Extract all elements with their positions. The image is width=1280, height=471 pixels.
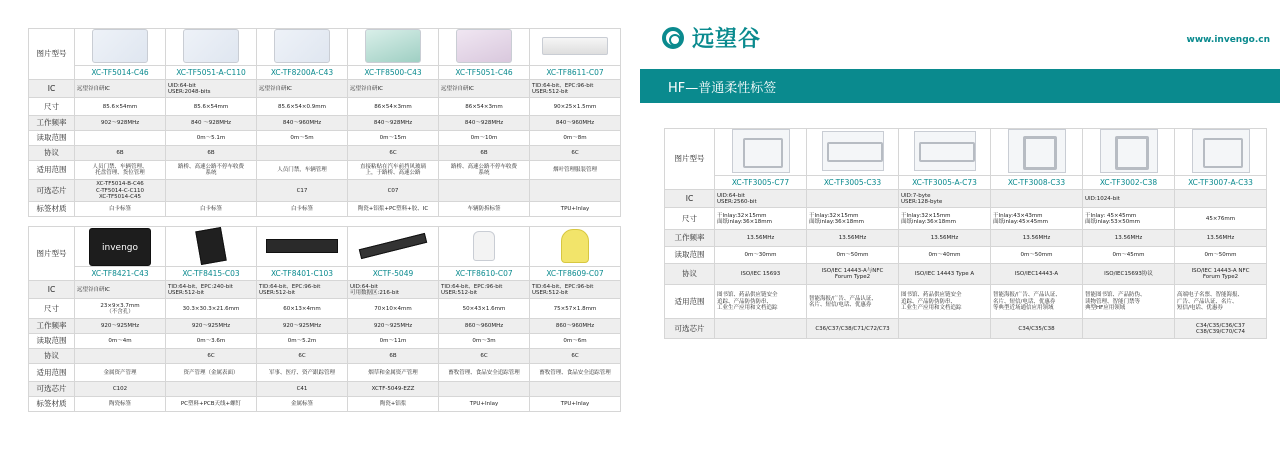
cell: UID:64-bit 可用数据区:216-bit — [348, 281, 439, 299]
cell: 畜牧管理、食品安全追踪管理 — [530, 364, 621, 382]
cell: UID:7-byte USER:128-byte — [899, 190, 991, 208]
cell: 0m～50mm — [1175, 247, 1267, 264]
cell: 干Inlay:32×15mm 面纸inlay:36×18mm — [715, 208, 807, 230]
cell: 0m～8m — [530, 131, 621, 146]
image-row — [665, 129, 1267, 176]
row-label: 尺寸 — [29, 98, 75, 116]
model-name: XC-TF3005-C33 — [807, 176, 899, 190]
cell: 85.6×54mm — [75, 98, 166, 116]
cell: 6C — [530, 146, 621, 161]
cell: 6B — [439, 146, 530, 161]
row-label: 适用范围 — [29, 161, 75, 180]
left-table-body — [29, 29, 621, 412]
range-row — [29, 334, 621, 349]
cell: 75×57×1.8mm — [530, 299, 621, 319]
product-image — [715, 129, 807, 176]
cell: TID:64-bit、EPC:96-bit USER:512-bit — [257, 281, 348, 299]
cell: 6B — [166, 146, 257, 161]
row-label: 协议 — [665, 264, 715, 285]
cell: 0m～40mm — [899, 247, 991, 264]
cell: 0m～5.2m — [257, 334, 348, 349]
cell: 0m～3m — [439, 334, 530, 349]
cell — [75, 349, 166, 364]
cell: 0m～5.1m — [166, 131, 257, 146]
cell: 畜牧管理、食品安全追踪管理 — [439, 364, 530, 382]
cell: 840～960MHz — [257, 116, 348, 131]
app-row — [665, 285, 1267, 319]
cell: 920～925MHz — [75, 319, 166, 334]
row-label: 可选芯片 — [29, 382, 75, 397]
protocol-row — [665, 264, 1267, 285]
model-name: XC-TF8609-C07 — [530, 267, 621, 281]
cell: 86×54×3mm — [348, 98, 439, 116]
inlay-image — [914, 131, 976, 171]
cell: 13.56MHz — [1083, 230, 1175, 247]
model-name: XC-TF3008-C33 — [991, 176, 1083, 190]
cell: 920～925MHz — [166, 319, 257, 334]
row-label: IC — [665, 190, 715, 208]
cell: C34/C35/C38 — [991, 319, 1083, 339]
cell: TPU+Inlay — [439, 397, 530, 412]
cell: 白卡标签 — [166, 202, 257, 217]
cell — [1083, 319, 1175, 339]
model-name: XC-TF3005-C77 — [715, 176, 807, 190]
model-name: XC-TF3002-C38 — [1083, 176, 1175, 190]
row-label: IC — [29, 80, 75, 98]
cell: 烟叶管理服装管理 — [530, 161, 621, 180]
cell: C34/C35/C36/C37 C38/C39/C70/C74 — [1175, 319, 1267, 339]
cell: 路桥、高速公路不停车收费 系统 — [439, 161, 530, 180]
cell: 智能图书馆、产品防伪、 读物管理、智能门禁等 典型HF应用领域 — [1083, 285, 1175, 319]
size-row — [665, 208, 1267, 230]
spacer — [29, 217, 621, 227]
row-label: 可选芯片 — [29, 180, 75, 202]
product-image — [166, 29, 257, 66]
cell: C17 — [257, 180, 348, 202]
cell: 陶瓷+铝浆+PC塑料+胶、IC — [348, 202, 439, 217]
cell: 6B — [348, 349, 439, 364]
ic-row — [665, 190, 1267, 208]
cell: PC塑料+PCB天线+螺钉 — [166, 397, 257, 412]
cell: UID:64-bit USER:2560-bit — [715, 190, 807, 208]
model-row — [29, 267, 621, 281]
cell: 920～925MHz — [348, 319, 439, 334]
cell: 金属标签 — [257, 397, 348, 412]
cell: 远望谷自研IC — [348, 80, 439, 98]
row-label: 协议 — [29, 349, 75, 364]
product-image — [166, 227, 257, 267]
cell: 13.56MHz — [899, 230, 991, 247]
cell: 金属资产管理 — [75, 364, 166, 382]
inlay-image — [1008, 129, 1066, 173]
cell: 6C — [530, 349, 621, 364]
cell: 902～928MHz — [75, 116, 166, 131]
protocol-row — [29, 146, 621, 161]
right-page — [640, 0, 1280, 471]
hf-table-body — [665, 129, 1267, 339]
cell: 13.56MHz — [807, 230, 899, 247]
cell: TID:64-bit、EPC:96-bit USER:512-bit — [439, 281, 530, 299]
tag-image — [542, 37, 608, 55]
cell: XCTF-5049-EZZ — [348, 382, 439, 397]
image-row — [29, 227, 621, 267]
cell: 0m～50mm — [991, 247, 1083, 264]
row-label: 标签材质 — [29, 202, 75, 217]
tag-image — [359, 233, 427, 259]
cell: 70×10×4mm — [348, 299, 439, 319]
product-image — [348, 29, 439, 66]
material-row — [29, 397, 621, 412]
product-image — [530, 29, 621, 66]
cell: 6B — [75, 146, 166, 161]
chip-row — [29, 180, 621, 202]
cell: ISO/IEC 14443-A NFC Forum Type2 — [1175, 264, 1267, 285]
model-name: XC-TF8421-C43 — [75, 267, 166, 281]
size-row — [29, 98, 621, 116]
cell: 车辆防拆标签 — [439, 202, 530, 217]
row-label: 图片型号 — [29, 227, 75, 281]
cell: C102 — [75, 382, 166, 397]
cell: 烟草和金属资产管理 — [348, 364, 439, 382]
cell: 资产管理（金属表面） — [166, 364, 257, 382]
row-label: 读取范围 — [29, 334, 75, 349]
spacer-row — [29, 217, 621, 227]
cell: UID:1024-bit — [1083, 190, 1175, 208]
row-label: 图片型号 — [29, 29, 75, 80]
cell — [257, 146, 348, 161]
cell: 陶瓷标签 — [75, 397, 166, 412]
tag-image — [473, 231, 495, 261]
cell: 6C — [348, 146, 439, 161]
cell: 85.6×54mm — [166, 98, 257, 116]
row-label: 适用范围 — [29, 364, 75, 382]
invengo-logo-icon — [662, 27, 684, 49]
cell: 干Inlay:43×43mm 面纸inlay:45×45mm — [991, 208, 1083, 230]
cell: 人员门禁，车辆管理 — [257, 161, 348, 180]
cell — [530, 180, 621, 202]
cell: 60×13×4mm — [257, 299, 348, 319]
cell — [1175, 190, 1267, 208]
model-name: XC-TF3007-A-C33 — [1175, 176, 1267, 190]
product-image — [75, 227, 166, 267]
size-row — [29, 299, 621, 319]
cell: TPU+Inlay — [530, 202, 621, 217]
cell: 23×9×3.7mm （不含孔） — [75, 299, 166, 319]
cell: ISO/IEC15693协议 — [1083, 264, 1175, 285]
cell: 0m～10m — [439, 131, 530, 146]
cell: 军事、医疗、资产跟踪管理 — [257, 364, 348, 382]
model-name: XC-TF8401-C103 — [257, 267, 348, 281]
cell: 白卡标签 — [257, 202, 348, 217]
cell: 13.56MHz — [715, 230, 807, 247]
cell: 白卡标签 — [75, 202, 166, 217]
app-row — [29, 161, 621, 180]
product-image — [807, 129, 899, 176]
product-image — [257, 227, 348, 267]
protocol-row — [29, 349, 621, 364]
cell: 840～928MHz — [439, 116, 530, 131]
cell: 智能海报/广告、产品认证、 名片、短信/电话、优惠券 — [807, 285, 899, 319]
model-name: XC-TF8611-C07 — [530, 66, 621, 80]
row-label: 工作频率 — [29, 116, 75, 131]
model-name: XC-TF5051-A-C110 — [166, 66, 257, 80]
cell: 6C — [257, 349, 348, 364]
model-name: XC-TF5014-C46 — [75, 66, 166, 80]
section-title: HF—普通柔性标签 — [668, 81, 777, 96]
cell: 0m～11m — [348, 334, 439, 349]
product-image — [530, 227, 621, 267]
model-row — [29, 66, 621, 80]
product-image — [1083, 129, 1175, 176]
brand-name: 远望谷 — [692, 27, 762, 52]
cell — [166, 382, 257, 397]
cell: UID:64-bit USER:2048-bits — [166, 80, 257, 98]
cell: 远望谷自研IC — [257, 80, 348, 98]
tag-image — [365, 29, 421, 63]
cell: 45×76mm — [1175, 208, 1267, 230]
cell: 0m～45mm — [1083, 247, 1175, 264]
cell — [439, 180, 530, 202]
inlay-image — [732, 129, 790, 173]
website: www.invengo.cn — [1186, 35, 1270, 45]
row-label: 读取范围 — [29, 131, 75, 146]
cell: 0m～4m — [75, 334, 166, 349]
cell: 860～960MHz — [439, 319, 530, 334]
cell: 高端电子名票、智能海报、 广告、产品认证、名片、 短信/电话、优惠券 — [1175, 285, 1267, 319]
brand-logo — [662, 22, 761, 53]
cell — [899, 319, 991, 339]
cell: 0m～50mm — [807, 247, 899, 264]
model-name: XC-TF8200A-C43 — [257, 66, 348, 80]
cell: 0m～15m — [348, 131, 439, 146]
cell: ISO/IEC 15693 — [715, 264, 807, 285]
product-image — [991, 129, 1083, 176]
tag-image — [92, 29, 148, 63]
inlay-image — [1192, 129, 1250, 173]
cell: 智能海报/广告、产品认证、 名片、短信/电话、优惠券 等典型近场通信应用领域 — [991, 285, 1083, 319]
product-image — [75, 29, 166, 66]
chip-row — [665, 319, 1267, 339]
cell: 图书馆、药品供应链安全 追踪、产品防伪防串、 工业生产应用和文档追踪 — [899, 285, 991, 319]
cell: 0m～3.6m — [166, 334, 257, 349]
cell: ISO/IEC 14443-A与NFC Forum Type2 — [807, 264, 899, 285]
model-name: XCTF-5049 — [348, 267, 439, 281]
range-row — [665, 247, 1267, 264]
row-label: 尺寸 — [665, 208, 715, 230]
cell: 路桥、高速公路不停车收费 系统 — [166, 161, 257, 180]
tag-image — [266, 239, 338, 253]
image-row — [29, 29, 621, 66]
row-label: 读取范围 — [665, 247, 715, 264]
cell: 干Inlay:32×15mm 面纸inlay:36×18mm — [899, 208, 991, 230]
cell: 远望谷自研IC — [75, 281, 166, 299]
product-image — [439, 227, 530, 267]
row-label: 标签材质 — [29, 397, 75, 412]
row-label: 尺寸 — [29, 299, 75, 319]
tag-image — [561, 229, 589, 263]
cell: 30.3×30.3×21.6mm — [166, 299, 257, 319]
app-row — [29, 364, 621, 382]
cell: 860～960MHz — [530, 319, 621, 334]
cell: 直接粘贴在汽车前挡风玻璃 上，于路桥、高速公路 — [348, 161, 439, 180]
cell: 13.56MHz — [991, 230, 1083, 247]
model-row — [665, 176, 1267, 190]
cell: 远望谷自研IC — [75, 80, 166, 98]
model-name: XC-TF8415-C03 — [166, 267, 257, 281]
cell: 远望谷自研IC — [439, 80, 530, 98]
chip-row — [29, 382, 621, 397]
model-name: XC-TF5051-C46 — [439, 66, 530, 80]
left-spec-table — [28, 28, 621, 412]
cell: C41 — [257, 382, 348, 397]
freq-row — [29, 319, 621, 334]
cell: ISO/IEC14443-A — [991, 264, 1083, 285]
cell: 13.56MHz — [1175, 230, 1267, 247]
cell: 86×54×3mm — [439, 98, 530, 116]
cell: TPU+Inlay — [530, 397, 621, 412]
cell: 85.6×54×0.9mm — [257, 98, 348, 116]
product-image — [439, 29, 530, 66]
row-label: 适用范围 — [665, 285, 715, 319]
model-name: XC-TF8610-C07 — [439, 267, 530, 281]
inlay-image — [1100, 129, 1158, 173]
cell: 50×43×1.6mm — [439, 299, 530, 319]
row-label: 协议 — [29, 146, 75, 161]
product-image — [348, 227, 439, 267]
cell: XC-TF5014-B-C46 C-TF5014-C-C110 XC-TF5014-C45 — [75, 180, 166, 202]
cell — [991, 190, 1083, 208]
model-name: XC-TF8500-C43 — [348, 66, 439, 80]
tag-image — [456, 29, 512, 63]
cell — [715, 319, 807, 339]
cell: 图书馆、药品供应链安全 追踪、产品防伪防串、 工业生产应用和文档追踪 — [715, 285, 807, 319]
cell: ISO/IEC 14443 Type A — [899, 264, 991, 285]
inlay-image — [822, 131, 884, 171]
ic-row — [29, 80, 621, 98]
tag-image — [195, 227, 227, 265]
cell — [807, 190, 899, 208]
ic-row — [29, 281, 621, 299]
cell: 0m～5m — [257, 131, 348, 146]
cell: 陶瓷+铝浆 — [348, 397, 439, 412]
cell: 6C — [439, 349, 530, 364]
tag-image — [183, 29, 239, 63]
invengo-logo-tag: invengo — [89, 228, 151, 266]
tag-image — [274, 29, 330, 63]
cell: 人员门禁、车辆管理、 托盘管理、货位管理 — [75, 161, 166, 180]
range-row — [29, 131, 621, 146]
cell: 干Inlay:32×15mm 面纸inlay:36×18mm — [807, 208, 899, 230]
row-label: 工作频率 — [665, 230, 715, 247]
cell: 干Inlay: 45×45mm 面纸inlay:53×50mm — [1083, 208, 1175, 230]
freq-row — [29, 116, 621, 131]
cell — [75, 131, 166, 146]
row-label: IC — [29, 281, 75, 299]
product-image — [1175, 129, 1267, 176]
cell: 920～925MHz — [257, 319, 348, 334]
freq-row — [665, 230, 1267, 247]
row-label: 可选芯片 — [665, 319, 715, 339]
cell: TID:64-bit、EPC:96-bit USER:512-bit — [530, 80, 621, 98]
product-image — [257, 29, 348, 66]
cell: 0m～6m — [530, 334, 621, 349]
hf-spec-table — [664, 128, 1267, 339]
cell — [530, 382, 621, 397]
cell: C07 — [348, 180, 439, 202]
cell: TID:64-bit、EPC:96-bit USER:512-bit — [530, 281, 621, 299]
row-label: 图片型号 — [665, 129, 715, 190]
cell: C36/C37/C38/C71/C72/C73 — [807, 319, 899, 339]
cell: 6C — [166, 349, 257, 364]
cell — [166, 180, 257, 202]
cell: 0m～30mm — [715, 247, 807, 264]
cell: 840～960MHz — [530, 116, 621, 131]
cell: 90×25×1.5mm — [530, 98, 621, 116]
section-banner — [640, 69, 1280, 103]
row-label: 工作频率 — [29, 319, 75, 334]
product-image — [899, 129, 991, 176]
cell — [439, 382, 530, 397]
cell: 840～928MHz — [348, 116, 439, 131]
cell: TID:64-bit、EPC:240-bit USER:512-bit — [166, 281, 257, 299]
cell: 840 ～928MHz — [166, 116, 257, 131]
material-row — [29, 202, 621, 217]
model-name: XC-TF3005-A-C73 — [899, 176, 991, 190]
